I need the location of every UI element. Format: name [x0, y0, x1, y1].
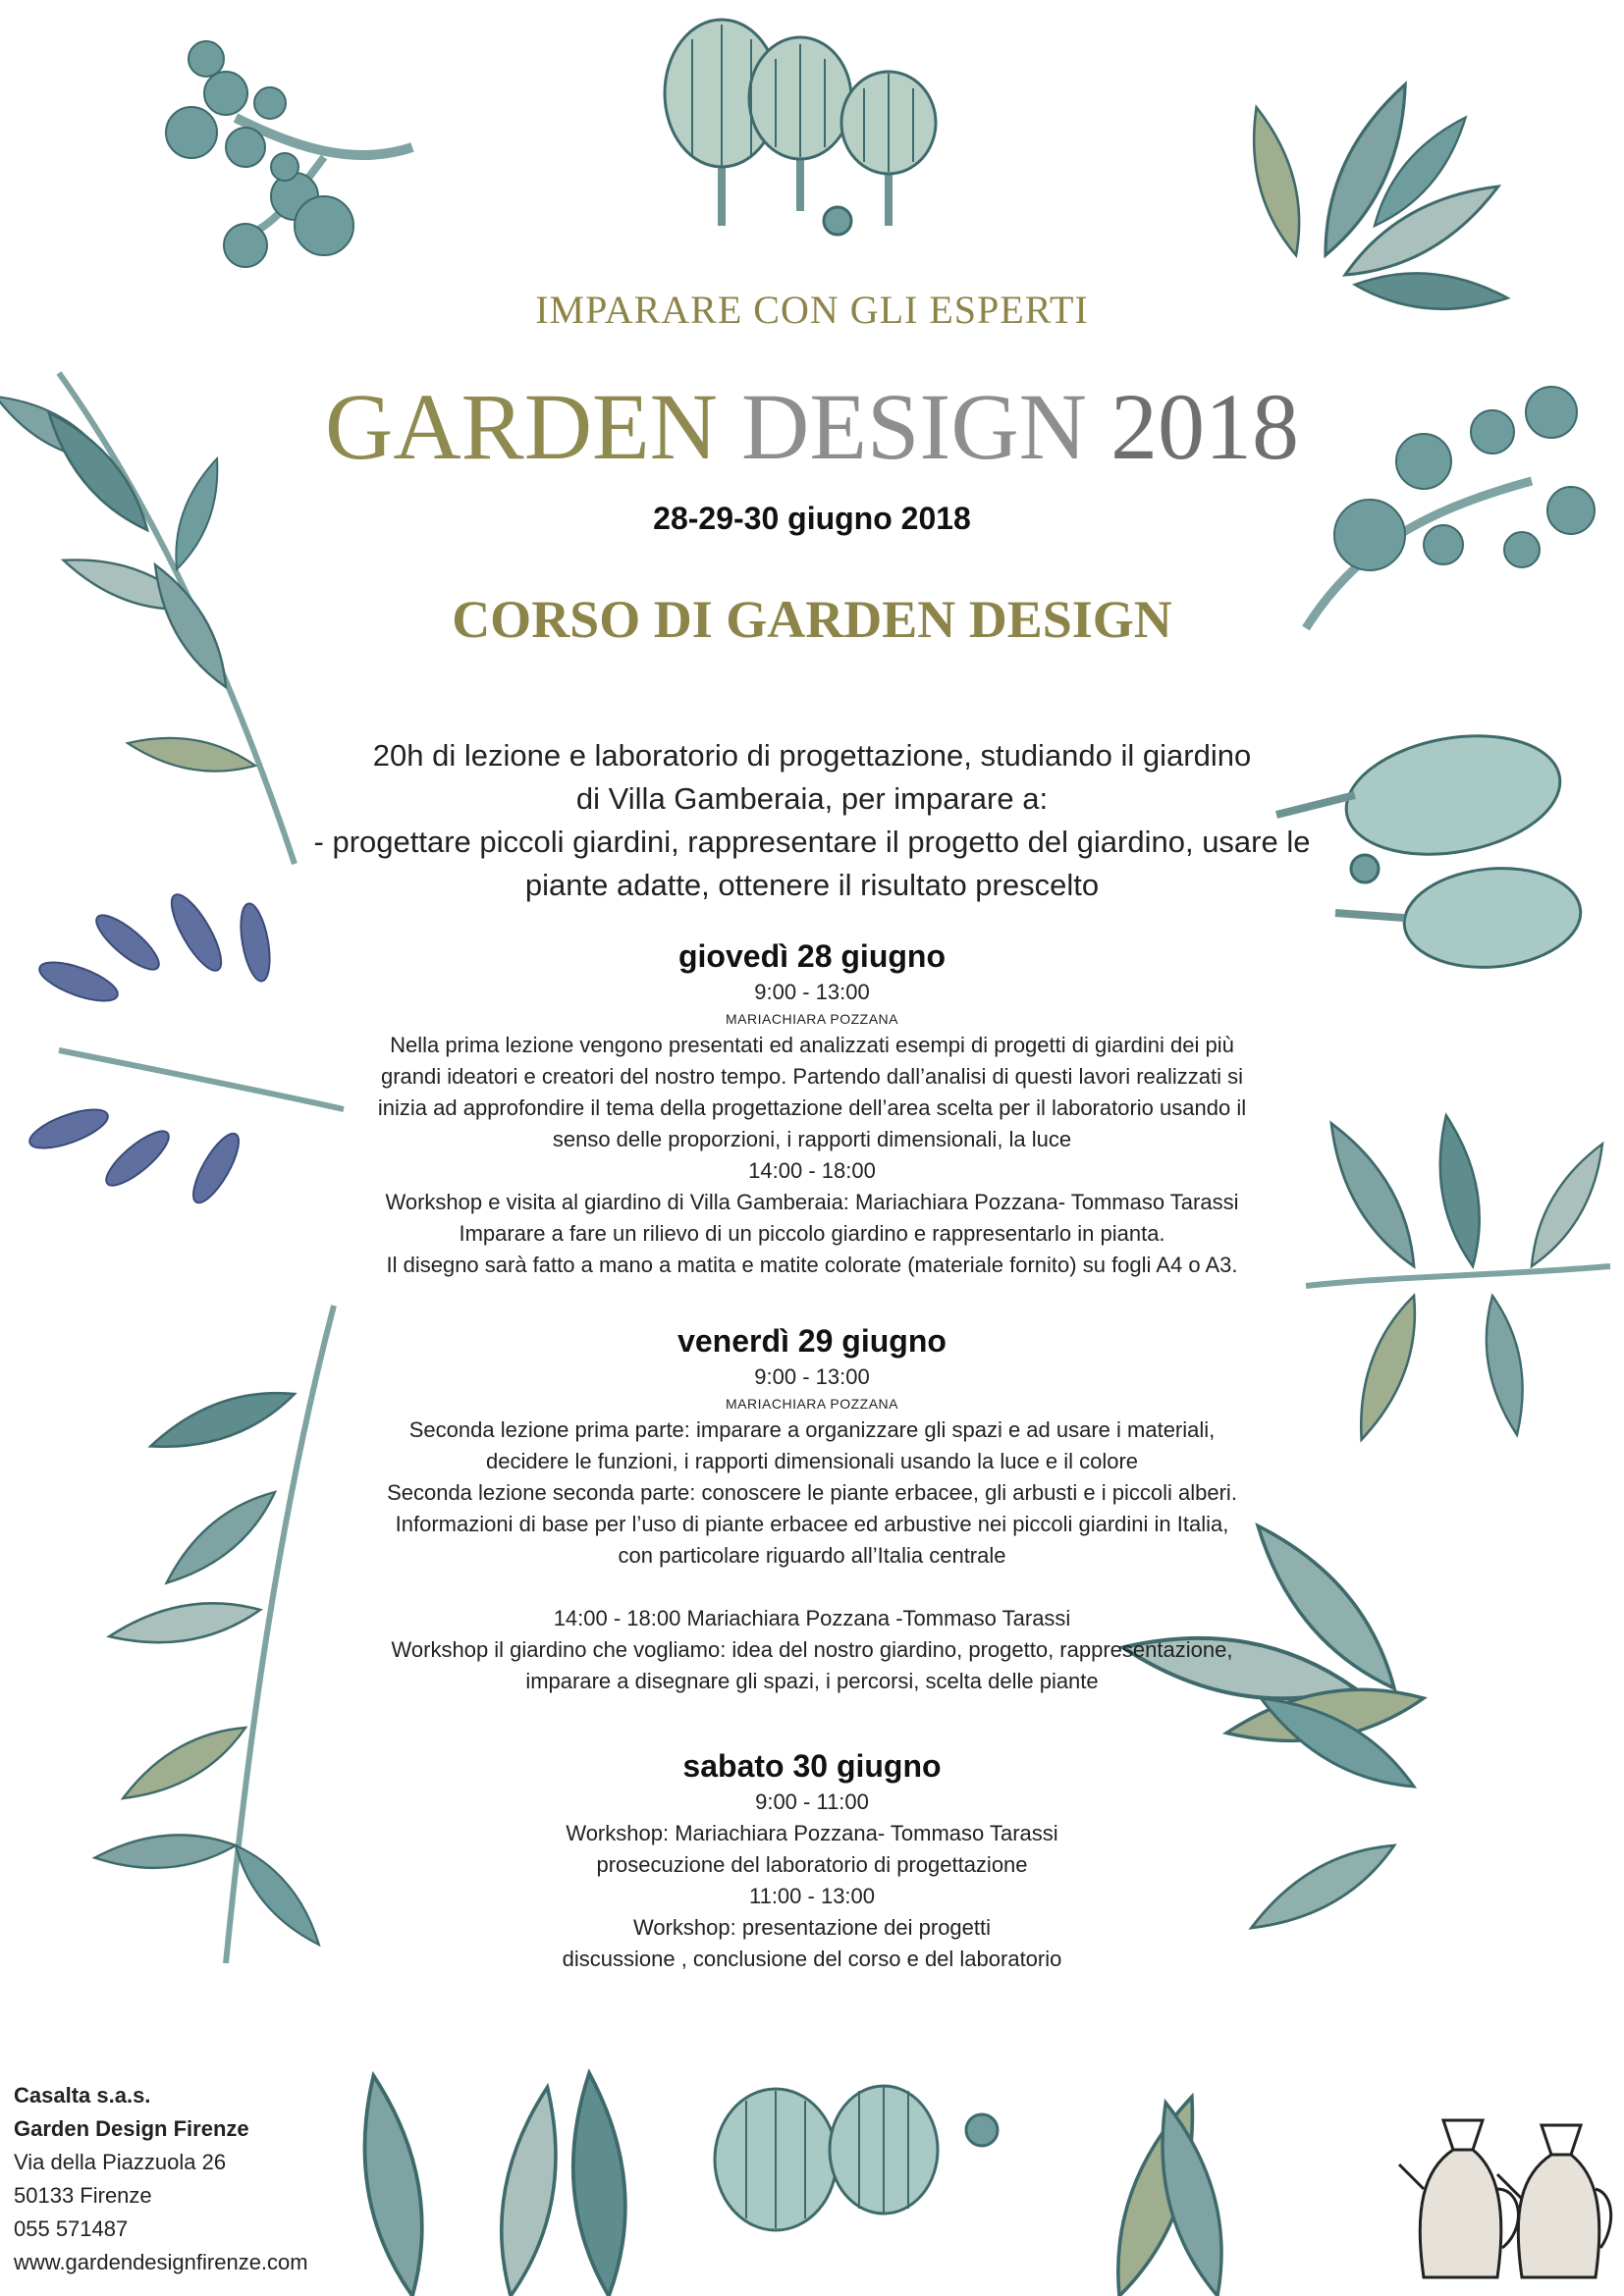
- session-description: [295, 1187, 1329, 1281]
- schedule-day-3: [295, 1745, 1329, 1975]
- intro-line: piante adatte, ottenere il risultato prescelto: [524, 868, 1100, 902]
- berry-sprig-top-left: [166, 41, 412, 267]
- session-time: 9:00 - 13:00: [754, 1364, 870, 1389]
- instructor-name: MARIACHIARA POZZANA: [726, 1396, 898, 1412]
- session-description: [295, 1912, 1329, 1975]
- schedule-day-1: [295, 935, 1329, 1281]
- description-line: Imparare a fare un rilievo di un piccolo giardino e rappresentarlo in pianta.: [459, 1221, 1165, 1246]
- seed-pods-bottom-center: [715, 2086, 998, 2230]
- kicker-heading: IMPARARE CON GLI ESPERTI: [535, 288, 1089, 332]
- description-line: Nella prima lezione vengono presentati ed analizzati esempi di progetti di giardini dei più: [390, 1033, 1234, 1057]
- title-word-design: DESIGN: [741, 374, 1087, 479]
- description-line: discussione , conclusione del corso e del laboratorio: [562, 1947, 1062, 1971]
- description-line: Workshop: presentazione dei progetti: [632, 1915, 992, 1940]
- schedule-day-2: [295, 1320, 1329, 1697]
- course-intro: [0, 734, 1624, 907]
- watering-can-jugs-illustration: [1399, 2120, 1611, 2277]
- description-line: Workshop: Mariachiara Pozzana- Tommaso Tarassi: [566, 1821, 1058, 1845]
- brand-name: Garden Design Firenze: [14, 2116, 249, 2141]
- description-line: con particolare riguardo all’Italia centrale: [618, 1543, 1006, 1568]
- description-line: Il disegno sarà fatto a mano a matita e matite colorate (materiale fornito) su fogli A4 o A3.: [386, 1253, 1238, 1277]
- description-line: grandi ideatori e creatori del nostro tempo. Partendo dall’analisi di questi lavori realizzati si: [380, 1064, 1243, 1089]
- description-line: Workshop il giardino che vogliamo: idea del nostro giardino, progetto, rappresentazione,: [391, 1637, 1233, 1662]
- city-address: 50133 Firenze: [14, 2183, 152, 2208]
- leaf-cluster-top-right: [1240, 76, 1509, 315]
- session-description: [295, 1415, 1329, 1572]
- leaf-cluster-right-middle: [1306, 1112, 1616, 1445]
- phone-number: 055 571487: [14, 2216, 129, 2241]
- course-title: CORSO DI GARDEN DESIGN: [452, 590, 1172, 649]
- intro-line: di Villa Gamberaia, per imparare a:: [575, 781, 1049, 816]
- description-line: Informazioni di base per l’uso di piante erbacee ed arbustive nei piccoli giardini in Italia,: [395, 1512, 1229, 1536]
- spacer: [295, 1572, 1329, 1603]
- intro-line: - progettare piccoli giardini, rappresentare il progetto del giardino, usare le: [313, 825, 1311, 859]
- session-time: 14:00 - 18:00 Mariachiara Pozzana -Tommaso Tarassi: [553, 1606, 1071, 1630]
- day-title: venerdì 29 giugno: [677, 1323, 947, 1359]
- session-time: 14:00 - 18:00: [748, 1158, 876, 1183]
- description-line: Seconda lezione seconda parte: conoscere le piante erbacee, gli arbusti e i piccoli alberi.: [387, 1480, 1237, 1505]
- description-line: imparare a disegnare gli spazi, i percorsi, scelta delle piante: [525, 1669, 1099, 1693]
- day-title: sabato 30 giugno: [682, 1748, 942, 1784]
- description-line: Workshop e visita al giardino di Villa Gamberaia: Mariachiara Pozzana- Tommaso Tarassi: [385, 1190, 1239, 1214]
- street-address: Via della Piazzuola 26: [14, 2150, 227, 2174]
- instructor-name: MARIACHIARA POZZANA: [726, 1011, 898, 1027]
- event-dates: 28-29-30 giugno 2018: [653, 501, 971, 536]
- session-description: [295, 1818, 1329, 1881]
- website-link[interactable]: www.gardendesignfirenze.com: [14, 2250, 308, 2274]
- organizer-contact: [14, 2079, 308, 2279]
- description-line: Seconda lezione prima parte: imparare a organizzare gli spazi e ad usare i materiali,: [408, 1417, 1216, 1442]
- description-line: senso delle proporzioni, i rapporti dimensionali, la luce: [552, 1127, 1072, 1151]
- session-time: 11:00 - 13:00: [748, 1884, 876, 1908]
- seed-pods-top-center: [665, 20, 936, 235]
- description-line: prosecuzione del laboratorio di progettazione: [596, 1852, 1028, 1877]
- intro-line: 20h di lezione e laboratorio di progettazione, studiando il giardino: [372, 738, 1252, 773]
- description-line: inizia ad approfondire il tema della progettazione dell’area scelta per il laboratorio usando il: [377, 1095, 1247, 1120]
- session-time: 9:00 - 11:00: [755, 1789, 869, 1814]
- title-word-garden: GARDEN: [325, 374, 718, 479]
- session-description: [295, 1030, 1329, 1155]
- title-year: 2018: [1110, 374, 1299, 479]
- description-line: decidere le funzioni, i rapporti dimensionali usando la luce e il colore: [485, 1449, 1139, 1473]
- company-name: Casalta s.a.s.: [14, 2083, 151, 2108]
- day-title: giovedì 28 giugno: [677, 938, 946, 974]
- main-title: [0, 373, 1624, 481]
- session-description: [295, 1634, 1329, 1697]
- session-time: 9:00 - 13:00: [754, 980, 870, 1004]
